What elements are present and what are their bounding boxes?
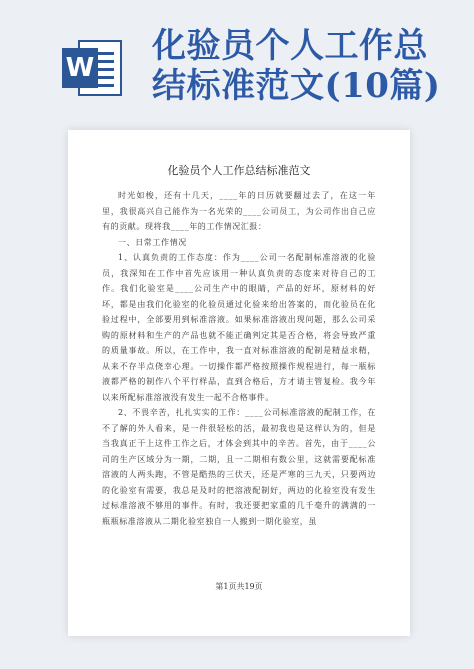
- word-badge: W: [62, 48, 98, 88]
- banner: [0, 0, 474, 120]
- word-document-icon: [62, 40, 124, 96]
- banner-title-line2: 结标准范文(10篇): [152, 66, 441, 106]
- page-number-footer: 第1页共19页: [215, 582, 263, 591]
- document-page: [68, 130, 410, 636]
- banner-title: [152, 26, 441, 106]
- document-paragraph: 1、认真负责的工作态度：作为____公司一名配制标准溶液的化验员，我深知在工作中首先应该用一种认真负责的态度来对待自己的工作。我们化验室是____公司生产中的眼睛，产品的好坏，原材料的好坏，都是由我们化验室的化验员通过化验来给出答案的，而化验员在化验过程中，全部要用到标准溶液。如果标准溶液出现问题，那么公司采购的原材料和生产的产品也就不能正确判定其是否合格，将会导致严重的质量事故。所以，在工作中，我一直对标准溶液的配制是精益求精，从来不存半点侥幸心理。一切操作都严格按照操作规程进行，每一瓶标液都严格的制作八个平行样品，直到合格后，方才请主管复检。我今年以来所配标准溶液没有发生一起不合格事件。: [102, 253, 376, 402]
- document-heading: 一、日常工作情况: [118, 237, 187, 247]
- document-paragraph: 2、不畏辛苦，扎扎实实的工作：____公司标准溶液的配制工作，在不了解的外人看来，是一件很轻松的活，最初我也是这样认为的，但是当我真正干上这件工作之后，才体会到其中的辛苦。首先，由于____公司的生产区域分为一期，二期，且一二期相有数公里，这就需要配标准溶液的人两头跑，不管是酷热的三伏天，还是严寒的三九天，只要两边的化验室有需要，我总是及时的把溶液配制好，两边的化验室没有发生过标准溶液不够用的事件。有时，我还要把家重的几千毫升的满满的一瓶瓶标准溶液从二期化验室独自一人搬到一期化验室，虽: [102, 408, 376, 526]
- document-title: 化验员个人工作总结标准范文: [167, 164, 311, 177]
- document-paragraph: 时光如梭，还有十几天，____年的日历就要翻过去了，在这一年里，我很高兴自己能作为一名光荣的____公司员工，为公司作出自己应有的贡献。现将我____年的工作情况汇报：: [102, 191, 376, 231]
- banner-title-line1: 化验员个人工作总: [152, 26, 428, 66]
